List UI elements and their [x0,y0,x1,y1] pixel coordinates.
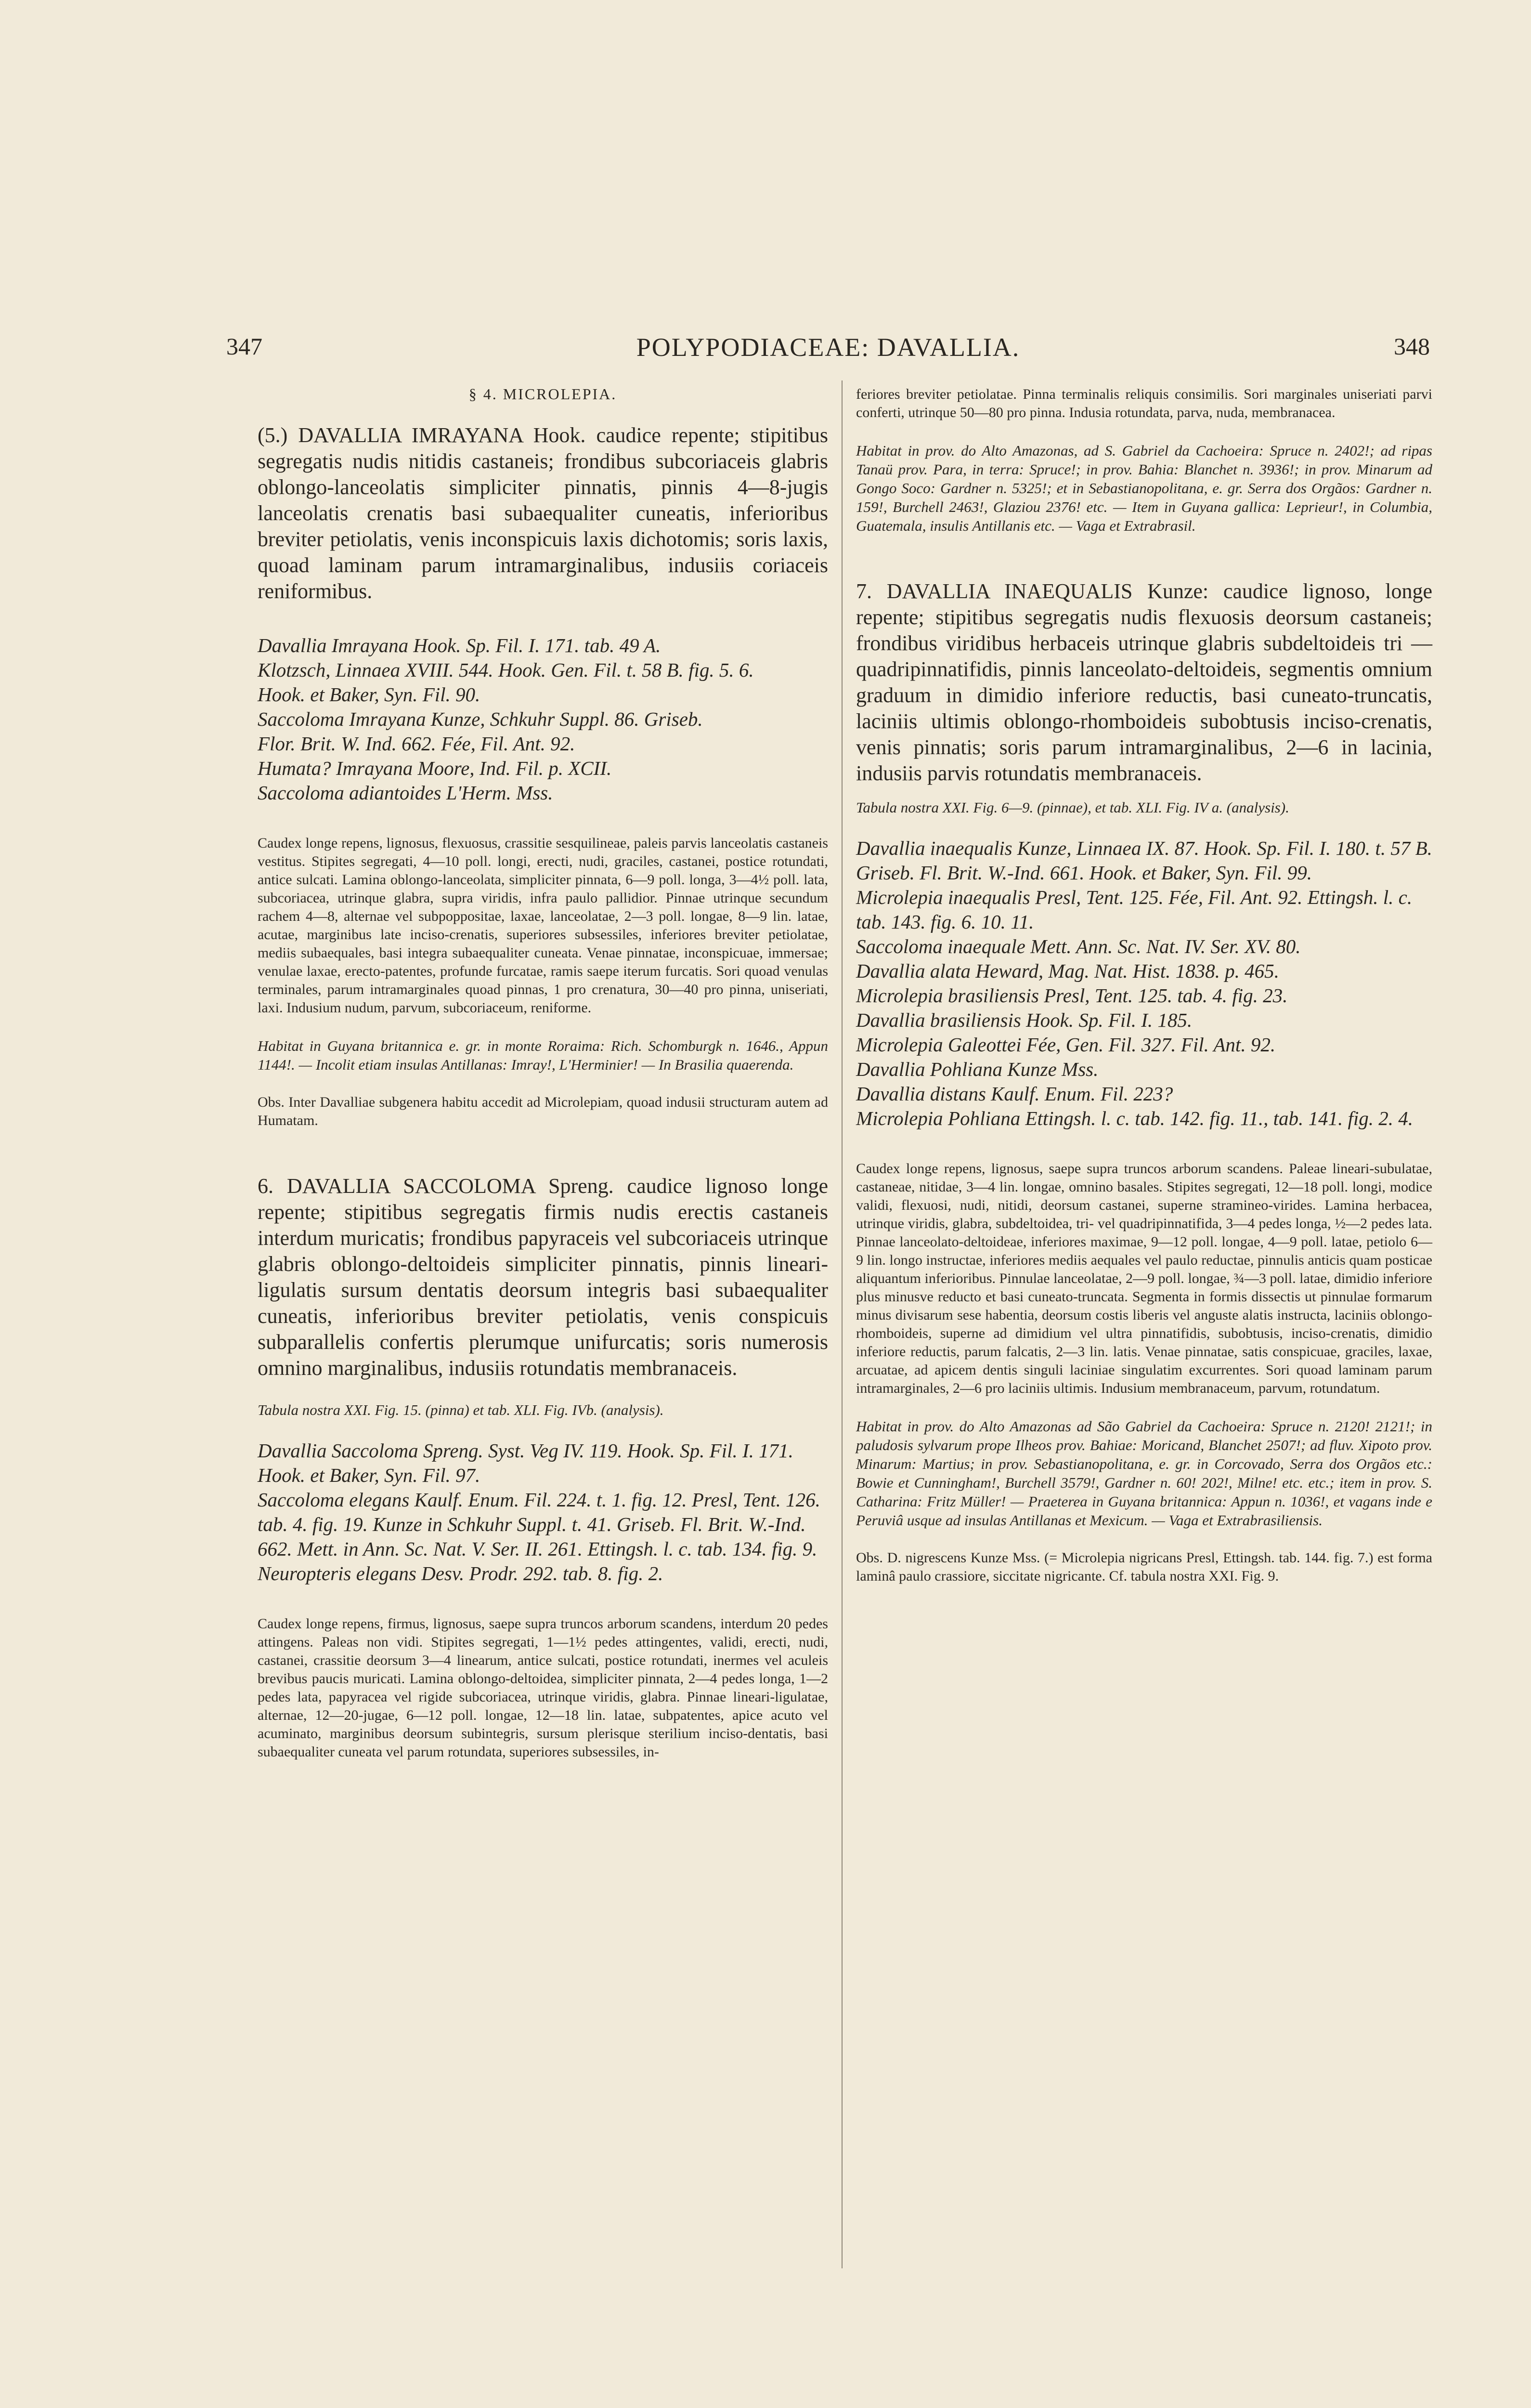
right-column [856,385,1432,1585]
synonym-line: Saccoloma elegans Kaulf. Enum. Fil. 224. t. 1. fig. 12. Presl, Tent. 126. tab. 4. fig. 19. Kunze in Schkuhr Suppl. t. 41. Griseb. Fl. Brit. W.-Ind. 662. Mett. in Ann. Sc. Nat. V. Ser. II. 261. Ettingsh. l. c. tab. 134. fig. 9. [258,1489,820,1560]
synonym-line: Neuropteris elegans Desv. Prodr. 292. tab. 8. fig. 2. [258,1562,663,1584]
species-7-plate-reference: Tabula nostra XXI. Fig. 6—9. (pinnae), et tab. XLI. Fig. IV a. (analysis). [856,799,1289,816]
synonym-line: Microlepia brasiliensis Presl, Tent. 125. tab. 4. fig. 23. [856,984,1288,1007]
synonym-line: Saccoloma adiantoides L'Herm. Mss. [258,782,553,804]
species-5-synonymy [258,633,828,805]
species-7-observation: Obs. D. nigrescens Kunze Mss. (= Microlepia nigricans Presl, Ettingsh. tab. 144. fig. 7.) est forma laminâ paulo crassiore, siccitate nigricante. Cf. tabula nostra XXI. Fig. 9. [856,1550,1432,1584]
page-number-right: 348 [1394,333,1430,360]
species-5-habitat: Habitat in Guyana britannica e. gr. in monte Roraima: Rich. Schomburgk n. 1646., Appun 1144!. — Incolit etiam insulas Antillanas: Imray!, L'Herminier! — In Brasilia quaerenda. [258,1037,828,1073]
synonym-line: Microlepia Pohliana Ettingsh. l. c. tab. 142. fig. 11., tab. 141. fig. 2. 4. [856,1107,1414,1129]
synonym-line: Davallia inaequalis Kunze, Linnaea IX. 87. Hook. Sp. Fil. I. 180. t. 57 B. Griseb. Fl. Brit. W.-Ind. 661. Hook. et Baker, Syn. Fil. 99. [856,837,1432,884]
species-6-habitat: Habitat in prov. do Alto Amazonas, ad S. Gabriel da Cachoeira: Spruce n. 2402!; ad ripas Tanaü prov. Para, in terra: Spruce!; in prov. Bahia: Blanchet n. 3936!; in prov. Minarum ad Gongo Soco: Gardner n. 5325!; et in Sebastianopolitana, e. gr. Serra dos Orgãos: Gardner n. 159!, Burchell 2463!, Glaziou 2376! etc. — Item in Guyana gallica: Leprieur!, in Columbia, Guatemala, insulis Antillanis etc. — Vaga et Extrabrasil. [856,442,1432,534]
species-6-diagnosis: 6. DAVALLIA SACCOLOMA Spreng. caudice lignoso longe repente; stipitibus segregatis firmis nudis erectis castaneis interdum muricatis; frondibus papyraceis vel subcoriaceis utrinque glabris oblongo-deltoideis simpliciter pinnatis, pinnis lineari-ligulatis sursum dentatis deorsum integris basi subaequaliter cuneatis, inferioribus breviter petiolatis, venis conspicuis subparallelis confertis plerumque unifurcatis; soris numerosis omnino marginalibus, indusiis rotundatis membranaceis. [258,1174,828,1380]
running-header [226,332,1430,371]
species-5-observation: Obs. Inter Davalliae subgenera habitu accedit ad Microlepiam, quoad indusii structuram autem ad Humatam. [258,1094,828,1128]
synonym-line: Saccoloma inaequale Mett. Ann. Sc. Nat. IV. Ser. XV. 80. [856,935,1301,957]
species-6-description-continued: feriores breviter petiolatae. Pinna terminalis reliquis consimilis. Sori marginales uniseriati parvi conferti, utrinque 50—80 pro pinna. Indusia rotundata, parva, nuda, membranacea. [856,386,1432,420]
species-7-habitat: Habitat in prov. do Alto Amazonas ad São Gabriel da Cachoeira: Spruce n. 2120! 2121!; in paludosis sylvarum prope Ilheos prov. Bahiae: Moricand, Blanchet 2507!; ad fluv. Xipoto prov. Minarum: Martius; in prov. Sebastianopolitana, e. gr. in Corcovado, Serra dos Orgãos etc.: Bowie et Cunningham!, Burchell 3579!, Gardner n. 60! 202!, Milne! etc. etc.; item in prov. S. Catharina: Fritz Müller! — Praeterea in Guyana britannica: Appun n. 1036!, et vagans inde e Peruviâ usque ad insulas Antillanas et Mexicum. — Vaga et Extrabrasiliensis. [856,1418,1432,1529]
synonym-line: Davallia Saccoloma Spreng. Syst. Veg IV. 119. Hook. Sp. Fil. I. 171. Hook. et Baker, Syn. Fil. 97. [258,1440,793,1486]
synonym-line: Davallia alata Heward, Mag. Nat. Hist. 1838. p. 465. [856,960,1279,982]
species-7-synonymy [856,836,1432,1131]
section-heading: § 4. MICROLEPIA. [468,385,617,403]
species-5-diagnosis: (5.) DAVALLIA IMRAYANA Hook. caudice repente; stipitibus segregatis nudis nitidis castaneis; frondibus subcoriaceis glabris oblongo-lanceolatis simpliciter pinnatis, pinnis 4—8-jugis lanceolatis crenatis basi subaequaliter cuneatis, inferioribus breviter petiolatis, venis inconspicuis laxis dichotomis; soris laxis, quoad laminam parum intramarginalibus, indusiis coriaceis reniformibus. [258,423,828,603]
synonym-line: Microlepia inaequalis Presl, Tent. 125. Fée, Fil. Ant. 92. Ettingsh. l. c. tab. 143. fig. 6. 10. 11. [856,886,1413,933]
species-6-description: Caudex longe repens, firmus, lignosus, saepe supra truncos arborum scandens, interdum 20 pedes attingens. Paleas non vidi. Stipites segregati, 1—1½ pedes attingentes, validi, erecti, nudi, castanei, crassitie deorsum 3—4 linearum, antice sulcati, postice rotundati, inermes vel aculeis brevibus paucis muricati. Lamina oblongo-deltoidea, simpliciter pinnata, 2—4 pedes longa, 1—2 pedes lata, papyracea vel rigide subcoriacea, utrinque viridis, glabra. Pinnae lineari-ligulatae, alternae, 12—20-jugae, 6—12 poll. longae, 12—18 lin. latae, subpatentes, apice acuto vel acuminato, marginibus deorsum subintegris, sursum plerisque sterilium inciso-dentatis, basi subaequaliter cuneata vel parum rotundata, superiores subsessiles, in- [258,1616,828,1760]
synonym-line: Davallia Imrayana Hook. Sp. Fil. I. 171. tab. 49 A. [258,634,661,656]
running-title: POLYPODIACEAE: DAVALLIA. [636,333,1020,362]
species-7-description: Caudex longe repens, lignosus, saepe supra truncos arborum scandens. Paleae lineari-subulatae, castaneae, nitidae, 3—4 lin. longae, omnino basales. Stipites segregati, 12—18 poll. longi, modice validi, flexuosi, nudi, nitidi, deorsum castanei, superne stramineo-virides. Lamina herbacea, utrinque viridis, glabra, subdeltoidea, tri- vel quadripinnatifida, 3—4 pedes longa, ½—2 pedes lata. Pinnae lanceolato-deltoideae, inferiores maximae, 9—12 poll. longae, 4—9 poll. latae, petiolo 6—9 lin. longo instructae, inferiores mediis aequales vel paulo reductae, pinnulis anticis quam posticae aliquantum inferioribus. Pinnulae lanceolatae, 2—9 poll. longae, ¾—3 poll. latae, dimidio inferiore plus minusve reducto et basi cuneato-truncata. Segmenta in formis dissectis ut pinnulae formarum minus divisarum sese habentia, deorsum costis liberis vel anguste alatis instructa, laciniis oblongo-rhomboideis, superne ad dimidium vel ultra pinnatifidis, subobtusis, inciso-crenatis, dimidio inferiore reductis, parum falcatis, 2—3 lin. latis. Venae pinnatae, satis conspicuae, graciles, laxae, arcuatae, ad apicem dentis singuli laciniae singulatim excurrentes. Sori quoad laminam parum intramarginales, 2—6 pro laciniis ultimis. Indusium membranaceum, parvum, rotundatum. [856,1161,1432,1396]
species-6-synonymy [258,1439,828,1586]
synonym-line: Saccoloma Imrayana Kunze, Schkuhr Suppl. 86. Griseb. [258,708,703,730]
species-5-description: Caudex longe repens, lignosus, flexuosus, crassitie sesquilineae, paleis parvis lanceolatis castaneis vestitus. Stipites segregati, 4—10 poll. longi, erecti, nudi, graciles, castanei, postice rotundati, antice sulcati. Lamina oblongo-lanceolata, simpliciter pinnata, 6—9 poll. longa, 3—4½ poll. lata, subcoriacea, utrinque glabra, supra viridis, infra paulo pallidior. Pinnae utrinque secundum rachem 4—8, alternae vel subpoppositae, laxae, lanceolatae, 2—3 poll. longae, 8—9 lin. latae, acutae, marginibus late inciso-crenatis, superiores subsessiles, inferiores breviter petiolatae, mediis subaequales, basi integra subaequaliter cuneata. Venae pinnatae, inconspicuae, immersae; venulae laxae, erecto-patentes, profunde furcatae, ramis saepe iterum furcatis. Sori quoad venulas terminales, parum intramarginales quoad pinnas, 1 pro crenatura, 30—40 pro pinna, uniseriati, laxi. Indusium nudum, parvum, subcoriaceum, reniforme. [258,835,828,1016]
synonym-line: Davallia brasiliensis Hook. Sp. Fil. I. 185. [856,1009,1193,1031]
synonym-line: Humata? Imrayana Moore, Ind. Fil. p. XCII. [258,757,612,779]
page-number-left: 347 [226,333,262,360]
synonym-line: Davallia Pohliana Kunze Mss. [856,1058,1099,1080]
species-6-plate-reference: Tabula nostra XXI. Fig. 15. (pinna) et tab. XLI. Fig. IVb. (analysis). [258,1401,664,1418]
synonym-line: Klotzsch, Linnaea XVIII. 544. Hook. Gen. Fil. t. 58 B. fig. 5. 6. [258,659,754,681]
synonym-line: Davallia distans Kaulf. Enum. Fil. 223? [856,1083,1173,1105]
species-7-diagnosis: 7. DAVALLIA INAEQUALIS Kunze: caudice lignoso, longe repente; stipitibus segregatis nudis flexuosis deorsum castaneis; frondibus viridibus herbaceis utrinque glabris subdeltoideis tri — quadripinnatifidis, pinnis lanceolato-deltoideis, segmentis omnium graduum in dimidio inferiore reductis, basi cuneato-truncatis, laciniis ultimis oblongo-rhomboideis subobtusis inciso-crenatis, venis pinnatis; soris parum intramarginalibus, 2—6 in lacinia, indusiis parvis rotundatis membranaceis. [856,579,1432,785]
synonym-line: Flor. Brit. W. Ind. 662. Fée, Fil. Ant. 92. [258,733,575,755]
column-divider [842,380,843,2268]
synonym-line: Hook. et Baker, Syn. Fil. 90. [258,683,480,706]
synonym-line: Microlepia Galeottei Fée, Gen. Fil. 327. Fil. Ant. 92. [856,1034,1276,1056]
left-column [258,385,828,1761]
